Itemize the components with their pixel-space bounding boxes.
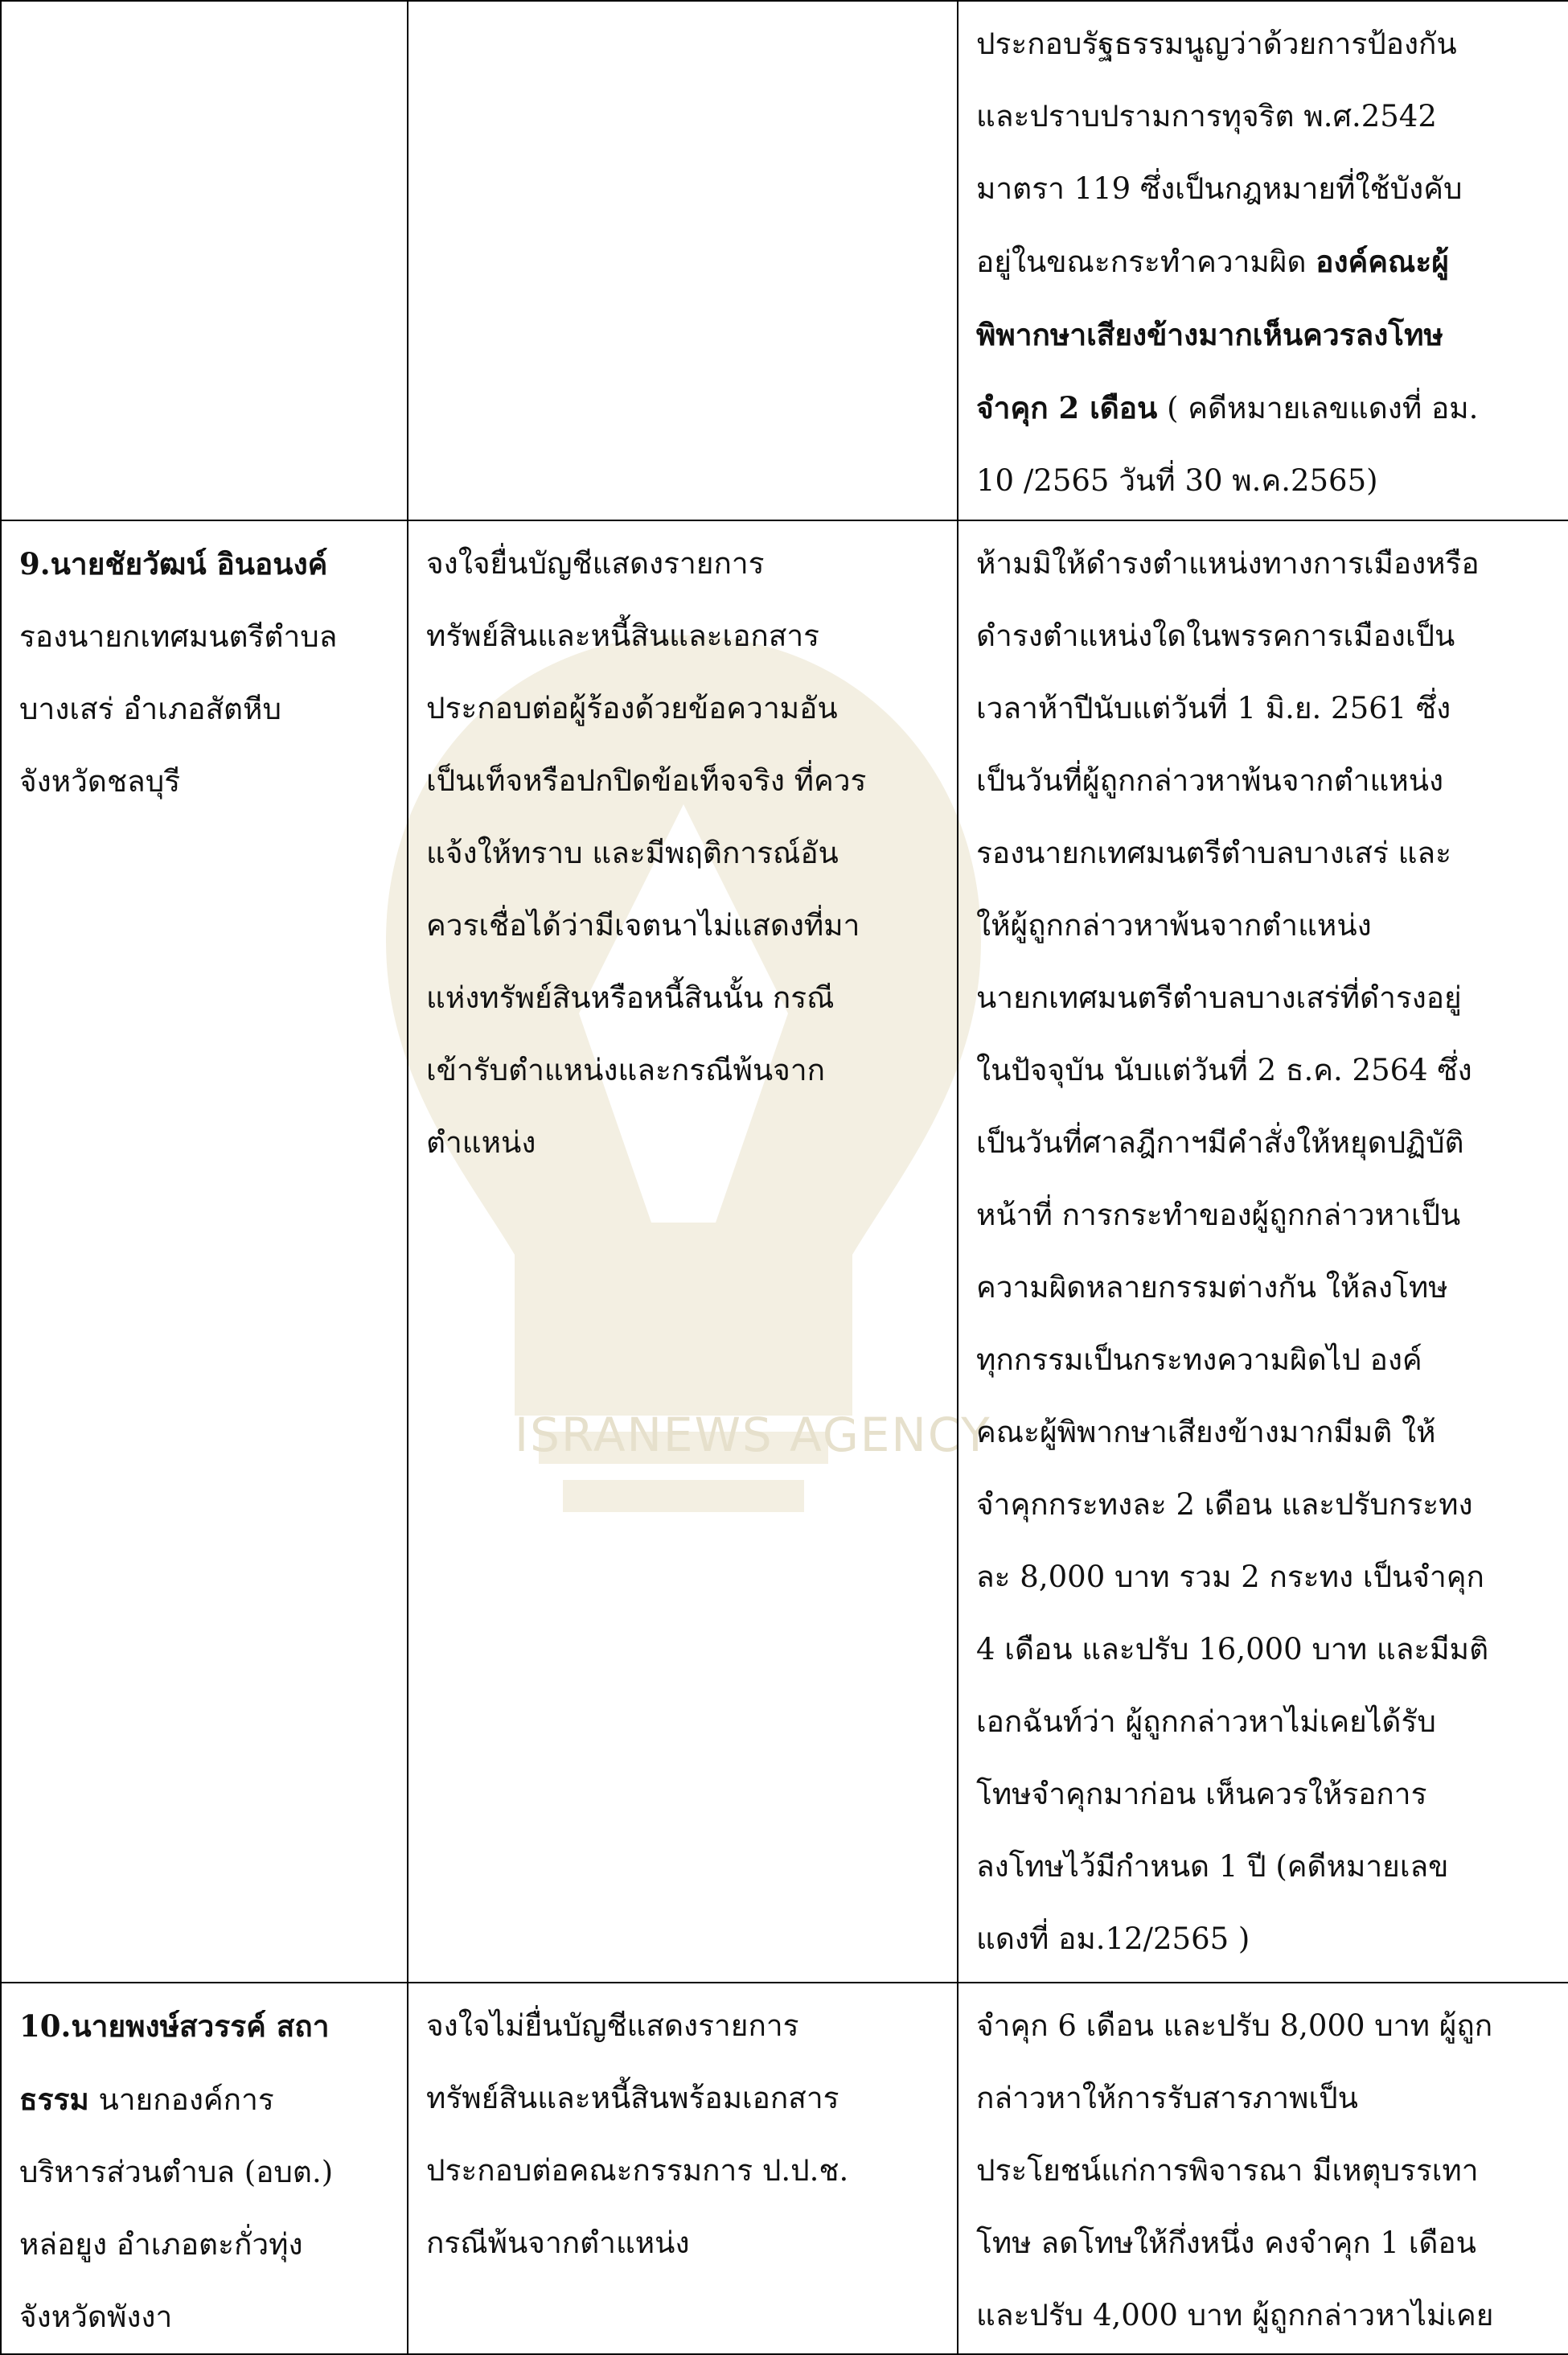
text-line: [426, 745, 941, 817]
plain-text: ประโยชน์แก่การพิจารณา มีเหตุบรรเทา: [976, 2153, 1479, 2188]
plain-text: เป็นเท็จหรือปกปิดข้อเท็จจริง ที่ควร: [426, 763, 867, 798]
text-line: [976, 1990, 1552, 2062]
plain-text: จำคุก 6 เดือน และปรับ 8,000 บาท ผู้ถูก: [976, 2008, 1493, 2043]
text-line: [976, 1831, 1552, 1903]
plain-text: เข้ารับตำแหน่งและกรณีพ้นจาก: [426, 1053, 826, 1087]
charge-cell: [408, 1, 958, 520]
text-line: [976, 1686, 1552, 1758]
plain-text: นายกองค์การ: [88, 2082, 274, 2117]
verdict-cell: [958, 520, 1568, 1983]
plain-text: ในปัจจุบัน นับแต่วันที่ 2 ธ.ค. 2564 ซึ่ง: [976, 1053, 1472, 1087]
text-line: [19, 673, 391, 746]
plain-text: เป็นวันที่ผู้ถูกกล่าวหาพ้นจากตำแหน่ง: [976, 763, 1444, 798]
defendant-cell: [1, 520, 408, 1983]
text-line: [976, 1758, 1552, 1831]
text-line: [976, 1469, 1552, 1541]
plain-text: อยู่ในขณะกระทำความผิด: [976, 245, 1316, 279]
text-line: [19, 746, 391, 818]
text-line: [19, 2063, 391, 2136]
plain-text: บางเสร่ อำเภอสัตหีบ: [19, 692, 281, 726]
text-line: [976, 80, 1552, 153]
plain-text: ควรเชื่อได้ว่ามีเจตนาไม่แสดงที่มา: [426, 908, 860, 943]
plain-text: จงใจยื่นบัญชีแสดงรายการ: [426, 546, 765, 581]
text-line: [976, 2062, 1552, 2135]
text-line: [976, 445, 1552, 517]
plain-text: บริหารส่วนตำบล (อบต.): [19, 2155, 334, 2189]
verdict-cell: [958, 1983, 1568, 2354]
charge-cell: [408, 520, 958, 1983]
bold-text: พิพากษาเสียงข้างมากเห็นควรลงโทษ: [976, 317, 1443, 352]
plain-text: จำคุกกระทงละ 2 เดือน และปรับกระทง: [976, 1487, 1473, 1522]
plain-text: เป็นวันที่ศาลฎีกาฯมีคำสั่งให้หยุดปฏิบัติ: [976, 1125, 1464, 1160]
text-line: [426, 2207, 941, 2279]
plain-text: มาตรา 119 ซึ่งเป็นกฎหมายที่ใช้บังคับ: [976, 171, 1463, 206]
text-line: [426, 1107, 941, 1179]
text-line: [976, 225, 1552, 298]
text-line: [426, 2062, 941, 2135]
text-line: [19, 2136, 391, 2209]
text-line: [976, 1251, 1552, 1324]
text-line: [976, 2207, 1552, 2279]
charge-cell: [408, 1983, 958, 2354]
text-line: [976, 153, 1552, 225]
plain-text: ละ 8,000 บาท รวม 2 กระทง เป็นจำคุก: [976, 1560, 1484, 1594]
plain-text: เวลาห้าปีนับแต่วันที่ 1 มิ.ย. 2561 ซึ่ง: [976, 691, 1451, 725]
text-line: [976, 1903, 1552, 1975]
text-line: [976, 8, 1552, 80]
table-row: [1, 1983, 1568, 2354]
plain-text: ดำรงตำแหน่งใดในพรรคการเมืองเป็น: [976, 619, 1455, 653]
plain-text: รองนายกเทศมนตรีตำบล: [19, 619, 338, 654]
plain-text: 4 เดือน และปรับ 16,000 บาท และมีมติ: [976, 1632, 1489, 1667]
text-line: [976, 745, 1552, 817]
text-line: [976, 1034, 1552, 1107]
plain-text: นายกเทศมนตรีตำบลบางเสร่ที่ดำรงอยู่: [976, 980, 1462, 1015]
plain-text: ( คดีหมายเลขแดงที่ อม.: [1157, 391, 1479, 425]
text-line: [976, 298, 1552, 372]
text-line: [426, 600, 941, 672]
text-line: [976, 528, 1552, 600]
text-line: [976, 1613, 1552, 1686]
plain-text: 10 /2565 วันที่ 30 พ.ค.2565): [976, 463, 1378, 498]
plain-text: โทษ ลดโทษให้กึ่งหนึ่ง คงจำคุก 1 เดือน: [976, 2226, 1476, 2260]
bold-text: องค์คณะผู้: [1316, 244, 1449, 279]
text-line: [976, 1396, 1552, 1469]
plain-text: จังหวัดชลบุรี: [19, 764, 181, 799]
text-line: [426, 672, 941, 745]
plain-text: กรณีพ้นจากตำแหน่ง: [426, 2226, 690, 2260]
bold-text: 9.นายชัยวัฒน์ อินอนงค์: [19, 546, 328, 582]
plain-text: จงใจไม่ยื่นบัญชีแสดงรายการ: [426, 2008, 799, 2043]
watermark-text: ISRANEWS AGENCY: [515, 1408, 991, 1462]
plain-text: ประกอบรัฐธรรมนูญว่าด้วยการป้องกัน: [976, 27, 1457, 61]
text-line: [976, 1324, 1552, 1396]
text-line: [426, 528, 941, 600]
text-line: [976, 672, 1552, 745]
text-line: [976, 2135, 1552, 2207]
text-line: [19, 528, 391, 601]
text-line: [19, 2209, 391, 2281]
plain-text: ทรัพย์สินและหนี้สินและเอกสาร: [426, 619, 820, 653]
plain-text: ตำแหน่ง: [426, 1125, 536, 1160]
text-line: [976, 600, 1552, 672]
plain-text: โทษจำคุกมาก่อน เห็นควรให้รอการ: [976, 1777, 1427, 1811]
defendant-cell: [1, 1983, 408, 2354]
verdict-cell: [958, 1, 1568, 520]
text-line: [976, 817, 1552, 890]
bold-text: ธรรม: [19, 2082, 89, 2117]
plain-text: แจ้งให้ทราบ และมีพฤติการณ์อัน: [426, 836, 839, 870]
plain-text: จังหวัดพังงา: [19, 2300, 173, 2334]
text-line: [976, 1107, 1552, 1179]
plain-text: คณะผู้พิพากษาเสียงข้างมากมีมติ ให้: [976, 1415, 1436, 1449]
text-line: [19, 601, 391, 673]
text-line: [19, 2281, 391, 2353]
text-line: [976, 1541, 1552, 1613]
text-line: [976, 2279, 1552, 2352]
plain-text: กล่าวหาให้การรับสารภาพเป็น: [976, 2081, 1358, 2115]
text-line: [976, 890, 1552, 962]
text-line: [426, 817, 941, 890]
text-line: [976, 1179, 1552, 1251]
plain-text: รองนายกเทศมนตรีตำบลบางเสร่ และ: [976, 836, 1451, 870]
plain-text: และปรับ 4,000 บาท ผู้ถูกกล่าวหาไม่เคย: [976, 2298, 1494, 2332]
plain-text: และปราบปรามการทุจริต พ.ศ.2542: [976, 99, 1437, 134]
plain-text: เอกฉันท์ว่า ผู้ถูกกล่าวหาไม่เคยได้รับ: [976, 1704, 1436, 1739]
text-line: [426, 1034, 941, 1107]
plain-text: แห่งทรัพย์สินหรือหนี้สินนั้น กรณี: [426, 980, 835, 1015]
table-row: [1, 1, 1568, 520]
text-line: [426, 1990, 941, 2062]
plain-text: ทรัพย์สินและหนี้สินพร้อมเอกสาร: [426, 2081, 839, 2115]
text-line: [19, 1990, 391, 2063]
defendant-cell: [1, 1, 408, 520]
plain-text: แดงที่ อม.12/2565 ): [976, 1921, 1250, 1956]
text-line: [976, 372, 1552, 445]
plain-text: ประกอบต่อผู้ร้องด้วยข้อความอัน: [426, 691, 838, 725]
table-row: [1, 520, 1568, 1983]
plain-text: หล่อยูง อำเภอตะกั่วทุ่ง: [19, 2227, 303, 2262]
plain-text: ลงโทษไว้มีกำหนด 1 ปี (คดีหมายเลข: [976, 1849, 1449, 1884]
plain-text: ประกอบต่อคณะกรรมการ ป.ป.ช.: [426, 2153, 849, 2188]
plain-text: ให้ผู้ถูกกล่าวหาพ้นจากตำแหน่ง: [976, 908, 1372, 943]
bold-text: จำคุก 2 เดือน: [976, 390, 1158, 425]
plain-text: หน้าที่ การกระทำของผู้ถูกกล่าวหาเป็น: [976, 1198, 1461, 1232]
bold-text: 10.นายพงษ์สวรรค์ สถา: [19, 2008, 330, 2044]
plain-text: ความผิดหลายกรรมต่างกัน ให้ลงโทษ: [976, 1270, 1448, 1305]
text-line: [976, 962, 1552, 1034]
plain-text: ห้ามมิให้ดำรงตำแหน่งทางการเมืองหรือ: [976, 546, 1480, 581]
text-line: [426, 962, 941, 1034]
plain-text: ทุกกรรมเป็นกระทงความผิดไป องค์: [976, 1342, 1422, 1377]
text-line: [426, 2135, 941, 2207]
text-line: [426, 890, 941, 962]
